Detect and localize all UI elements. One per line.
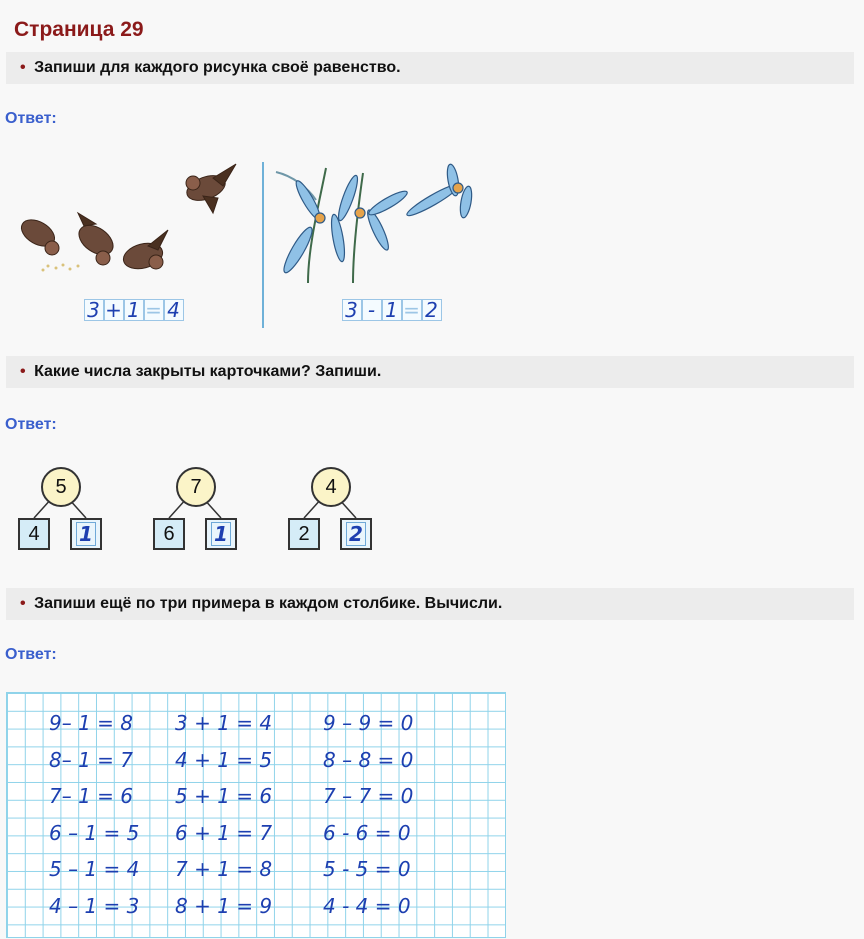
- example-row: 9– 1 = 8: [49, 711, 134, 735]
- equation-operator: +: [105, 298, 123, 322]
- task-3-text: Запиши ещё по три примера в каждом столбике. Вычисли.: [34, 595, 503, 612]
- hidden-part-card: [205, 518, 237, 550]
- answer-digit: 2: [346, 522, 366, 546]
- task-1-header: [6, 52, 854, 84]
- equation-dragonflies: [342, 300, 442, 320]
- answer-label-2: Ответ:: [5, 416, 57, 433]
- equation-term: 1: [382, 299, 402, 321]
- equation-equals: =: [403, 298, 421, 322]
- hidden-part-card: [70, 518, 102, 550]
- bird-icon: [183, 164, 236, 213]
- task-1-illustration: [8, 158, 488, 330]
- equation-term: 3: [84, 299, 104, 321]
- task-2-header: [6, 356, 854, 388]
- equation-result: 4: [164, 299, 184, 321]
- whole-number-circle: 4: [311, 467, 351, 507]
- example-row: 7– 1 = 6: [49, 784, 134, 809]
- bird-icon: [17, 214, 59, 255]
- graph-paper-answer: [6, 692, 506, 938]
- example-row: 9 – 9 = 0: [323, 711, 414, 735]
- equation-term: 1: [124, 299, 144, 321]
- number-composition-cards: [0, 458, 420, 558]
- bullet: •: [20, 59, 26, 76]
- task-3-header: [6, 588, 854, 620]
- example-column-subtract-self: [323, 705, 413, 925]
- part-card: 6: [153, 518, 185, 550]
- birds-and-dragonflies-illustration: [8, 158, 488, 298]
- divider: [262, 162, 264, 328]
- answer-digit: 1: [211, 522, 231, 546]
- example-row: 4 + 1 = 5: [175, 747, 273, 772]
- equation-birds: [84, 300, 184, 320]
- equation-term: 3: [342, 299, 362, 321]
- seeds-icon: [42, 264, 80, 272]
- example-row: 5 + 1 = 6: [175, 784, 273, 809]
- hidden-part-card: [340, 518, 372, 550]
- example-row: 7 + 1 = 8: [175, 857, 273, 882]
- equation-equals: =: [145, 298, 163, 322]
- bullet: •: [20, 363, 26, 380]
- dragonfly-icon: [335, 174, 409, 252]
- example-row: 7 – 7 = 0: [323, 784, 414, 809]
- example-row: 8 + 1 = 9: [175, 893, 273, 918]
- bird-icon: [74, 213, 119, 265]
- example-row: 3 + 1 = 4: [175, 711, 273, 735]
- example-column-subtract-1: [49, 705, 139, 925]
- example-row: 4 – 1 = 3: [49, 893, 140, 918]
- equation-result: 2: [422, 299, 442, 321]
- part-card: 4: [18, 518, 50, 550]
- page-title: Страница 29: [14, 18, 144, 41]
- example-row: 6 – 1 = 5: [49, 820, 140, 845]
- part-card: 2: [288, 518, 320, 550]
- task-2-text: Какие числа закрыты карточками? Запиши.: [34, 363, 382, 380]
- whole-number-circle: 5: [41, 467, 81, 507]
- example-row: 5 – 1 = 4: [49, 857, 140, 882]
- dragonfly-icon: [405, 163, 474, 219]
- equation-operator: -: [362, 299, 382, 321]
- whole-number-circle: 7: [176, 467, 216, 507]
- answer-label-3: Ответ:: [5, 646, 57, 663]
- answer-label-1: Ответ:: [5, 110, 57, 127]
- example-row: 4 - 4 = 0: [323, 893, 411, 918]
- example-row: 5 - 5 = 0: [323, 857, 411, 882]
- example-row: 8– 1 = 7: [49, 747, 134, 772]
- task-1-text: Запиши для каждого рисунка своё равенство.: [34, 59, 401, 76]
- example-row: 8 – 8 = 0: [323, 747, 414, 772]
- answer-digit: 1: [76, 522, 96, 546]
- example-row: 6 + 1 = 7: [175, 820, 273, 845]
- example-row: 6 - 6 = 0: [323, 820, 411, 845]
- example-column-add-1: [175, 705, 272, 925]
- bullet: •: [20, 595, 26, 612]
- bird-icon: [121, 230, 168, 273]
